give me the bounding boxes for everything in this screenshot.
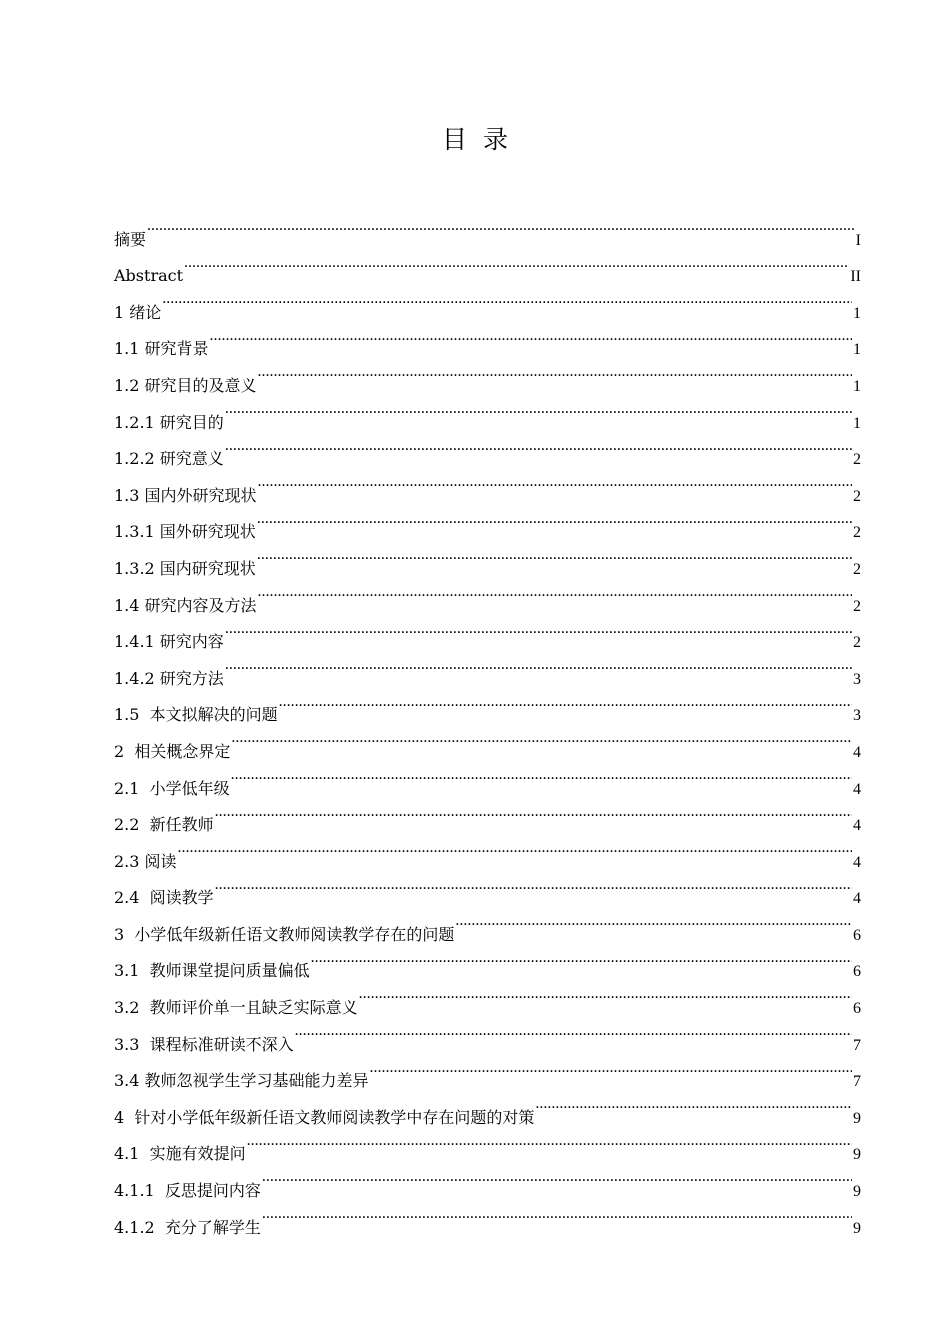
toc-entry[interactable] [114, 245, 861, 286]
toc-entry-page-number: 9 [853, 1146, 861, 1164]
toc-entry-page-number: 7 [853, 1073, 861, 1091]
toc-entry[interactable] [114, 794, 861, 835]
toc-dot-leader [210, 318, 852, 355]
toc-entry-label: 4.1 实施有效提问 [114, 1144, 246, 1164]
toc-entry[interactable] [114, 354, 861, 395]
toc-entry[interactable] [114, 611, 861, 652]
toc-entry-label: 1.2.2 研究意义 [114, 449, 224, 469]
toc-dot-leader [535, 1086, 852, 1123]
toc-dot-leader [258, 354, 852, 391]
toc-entry[interactable] [114, 428, 861, 469]
toc-entry-page-number: 3 [853, 707, 861, 725]
toc-entry-page-number: 1 [853, 341, 861, 359]
toc-dot-leader [225, 647, 852, 684]
toc-entry-page-number: 2 [853, 597, 861, 615]
toc-entry[interactable] [114, 318, 861, 359]
toc-dot-leader [215, 794, 852, 831]
table-of-contents [114, 208, 861, 1237]
toc-entry-page-number: 4 [853, 817, 861, 835]
toc-entry[interactable] [114, 391, 861, 432]
toc-entry-label: 3 小学低年级新任语文教师阅读教学存在的问题 [114, 924, 455, 944]
toc-entry-page-number: 4 [853, 743, 861, 761]
toc-entry-page-number: 4 [853, 853, 861, 871]
toc-dot-leader [455, 903, 852, 940]
toc-entry-page-number: 1 [853, 304, 861, 322]
toc-dot-leader [184, 245, 849, 282]
toc-entry-label: 1.3 国内外研究现状 [114, 485, 257, 505]
toc-entry-label: 摘要 [114, 229, 147, 249]
toc-entry-page-number: 9 [853, 1219, 861, 1237]
toc-dot-leader [262, 1196, 852, 1233]
toc-entry-label: 4.1.2 充分了解学生 [114, 1217, 261, 1237]
toc-dot-leader [359, 976, 852, 1013]
toc-dot-leader [225, 391, 852, 428]
toc-entry[interactable] [114, 281, 861, 322]
toc-entry-page-number: II [850, 268, 861, 286]
toc-dot-leader [258, 574, 852, 611]
toc-entry-page-number: 9 [853, 1109, 861, 1127]
toc-entry[interactable] [114, 903, 861, 944]
toc-dot-leader [147, 208, 855, 245]
toc-entry-page-number: 1 [853, 377, 861, 395]
toc-entry-label: 2.4 阅读教学 [114, 888, 214, 908]
toc-dot-leader [178, 830, 852, 867]
toc-entry-page-number: I [855, 231, 861, 249]
toc-entry[interactable] [114, 647, 861, 688]
toc-entry-page-number: 2 [853, 487, 861, 505]
toc-entry-label: Abstract [114, 266, 184, 286]
toc-entry-page-number: 4 [853, 890, 861, 908]
toc-dot-leader [231, 720, 852, 757]
toc-dot-leader [215, 867, 852, 904]
toc-entry-label: 2 相关概念界定 [114, 741, 231, 761]
toc-entry[interactable] [114, 830, 861, 871]
toc-entry[interactable] [114, 208, 861, 249]
toc-dot-leader [370, 1050, 852, 1087]
toc-entry-label: 1.2.1 研究目的 [114, 412, 224, 432]
toc-entry-page-number: 2 [853, 524, 861, 542]
toc-entry-label: 3.1 教师课堂提问质量偏低 [114, 961, 310, 981]
page-title: 目 录 [442, 125, 508, 154]
toc-entry-page-number: 1 [853, 414, 861, 432]
toc-entry-label: 1 绪论 [114, 302, 162, 322]
toc-entry-label: 4 针对小学低年级新任语文教师阅读教学中存在问题的对策 [114, 1107, 535, 1127]
toc-dot-leader [247, 1123, 852, 1160]
toc-entry-page-number: 3 [853, 670, 861, 688]
toc-entry-page-number: 2 [853, 451, 861, 469]
toc-dot-leader [257, 537, 852, 574]
toc-dot-leader [225, 611, 852, 648]
toc-entry-label: 1.3.1 国外研究现状 [114, 522, 256, 542]
toc-entry-label: 1.3.2 国内研究现状 [114, 558, 256, 578]
toc-entry-page-number: 2 [853, 560, 861, 578]
toc-dot-leader [231, 757, 852, 794]
toc-entry-label: 1.4.2 研究方法 [114, 668, 224, 688]
toc-entry-page-number: 9 [853, 1183, 861, 1201]
toc-entry-label: 2.3 阅读 [114, 851, 177, 871]
toc-entry-label: 1.1 研究背景 [114, 339, 209, 359]
toc-entry-label: 2.1 小学低年级 [114, 778, 230, 798]
toc-entry-label: 1.4 研究内容及方法 [114, 595, 257, 615]
toc-entry-page-number: 2 [853, 634, 861, 652]
toc-entry-label: 1.5 本文拟解决的问题 [114, 705, 278, 725]
toc-entry-label: 1.4.1 研究内容 [114, 632, 224, 652]
toc-entry-page-number: 7 [853, 1036, 861, 1054]
toc-entry-page-number: 6 [853, 963, 861, 981]
toc-dot-leader [262, 1159, 852, 1196]
toc-entry-label: 3.4 教师忽视学生学习基础能力差异 [114, 1071, 369, 1091]
toc-entry-label: 3.3 课程标准研读不深入 [114, 1034, 294, 1054]
toc-entry-label: 4.1.1 反思提问内容 [114, 1181, 261, 1201]
toc-entry-page-number: 6 [853, 926, 861, 944]
toc-entry-page-number: 6 [853, 1000, 861, 1018]
toc-dot-leader [225, 428, 852, 465]
toc-entry[interactable] [114, 867, 861, 908]
toc-entry-label: 2.2 新任教师 [114, 815, 214, 835]
toc-entry-page-number: 4 [853, 780, 861, 798]
toc-dot-leader [311, 940, 852, 977]
toc-dot-leader [279, 684, 852, 721]
toc-dot-leader [162, 281, 852, 318]
toc-dot-leader [295, 1013, 852, 1050]
toc-entry[interactable] [114, 684, 861, 725]
toc-dot-leader [258, 464, 852, 501]
toc-dot-leader [257, 501, 852, 538]
toc-entry-label: 3.2 教师评价单一且缺乏实际意义 [114, 998, 358, 1018]
toc-entry-label: 1.2 研究目的及意义 [114, 375, 257, 395]
toc-entry[interactable] [114, 464, 861, 505]
